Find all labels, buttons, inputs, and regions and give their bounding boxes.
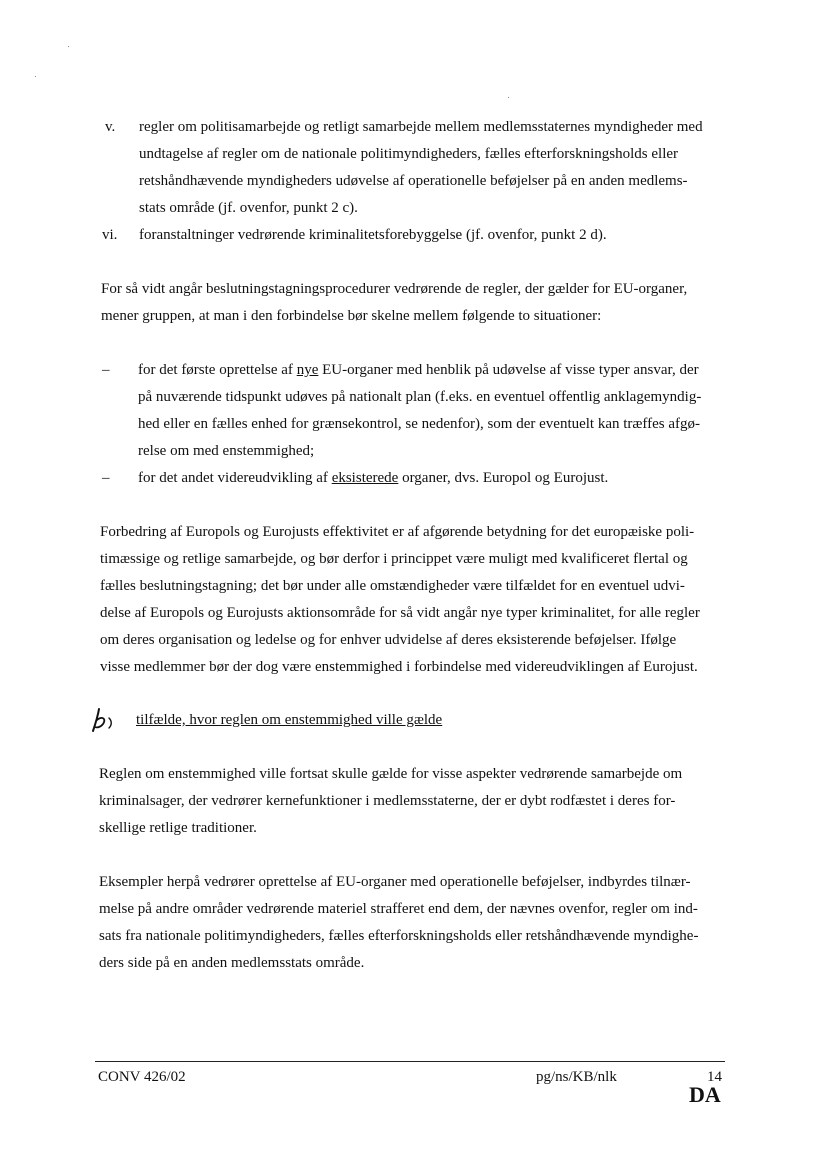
- list-marker-vi: vi.: [102, 227, 118, 243]
- paragraph-line: fælles beslutningstagning; det bør under alle omstændigheder være tilfældet for en eventuel udvi-: [100, 578, 685, 594]
- footer-initials: pg/ns/KB/nlk: [536, 1069, 617, 1085]
- scan-speck: [68, 46, 69, 47]
- paragraph-line: Reglen om enstemmighed ville fortsat skulle gælde for visse aspekter vedrørende samarbejde om: [99, 766, 683, 782]
- dash-item-line: relse om med enstemmighed;: [138, 443, 315, 459]
- list-item-v-line: retshåndhævende myndigheders udøvelse af operationelle beføjelser på en anden medlems-: [139, 173, 688, 189]
- underlined-word-nye: nye: [296, 362, 319, 378]
- paragraph-line: Eksempler herpå vedrører oprettelse af EU-organer med operationelle beføjelser, indbyrdes tilnær-: [99, 874, 691, 890]
- paragraph-line: visse medlemmer bør der dog være enstemmighed i forbindelse med videreudviklingen af Eurojust.: [100, 659, 698, 675]
- paragraph-line: Forbedring af Europols og Eurojusts effektivitet er af afgørende betydning for det europæiske poli-: [100, 524, 695, 540]
- paragraph-line: delse af Europols og Eurojusts aktionsområde for så vidt angår nye typer kriminalitet, for alle regler: [100, 605, 700, 621]
- footer-page-number: 14: [707, 1069, 722, 1085]
- section-heading: tilfælde, hvor reglen om enstemmighed ville gælde: [136, 712, 443, 728]
- paragraph-line: ders side på en anden medlemsstats område.: [99, 955, 365, 971]
- scan-speck: [35, 76, 36, 77]
- list-marker-v: v.: [105, 119, 116, 135]
- paragraph-line: melse på andre områder vedrørende materiel strafferet end dem, der nævnes ovenfor, regler om ind-: [99, 901, 698, 917]
- paragraph-line: mener gruppen, at man i den forbindelse bør skelne mellem følgende to situationer:: [101, 308, 602, 324]
- handwritten-b-marker-icon: [90, 706, 116, 734]
- dash-item-line: for det andet videreudvikling af eksisterede organer, dvs. Europol og Eurojust.: [138, 470, 609, 486]
- list-item-vi-line: foranstaltninger vedrørende kriminalitetsforebyggelse (jf. ovenfor, punkt 2 d).: [139, 227, 607, 243]
- scan-speck: [508, 97, 509, 98]
- dash-marker: –: [102, 362, 110, 378]
- footer-doc-ref: CONV 426/02: [98, 1069, 186, 1085]
- footer-language-code: DA: [689, 1082, 721, 1107]
- paragraph-line: skellige retlige traditioner.: [99, 820, 257, 836]
- underlined-word-eksisterede: eksisterede: [331, 470, 399, 486]
- paragraph-line: sats fra nationale politimyndigheders, fælles efterforskningsholds eller retshåndhævende myndighe-: [99, 928, 699, 944]
- paragraph-line: timæssige og retlige samarbejde, og bør derfor i princippet være muligt med kvalificeret flertal og: [100, 551, 688, 567]
- paragraph-line: For så vidt angår beslutningstagningsprocedurer vedrørende de regler, der gælder for EU-organer,: [101, 281, 688, 297]
- list-item-v-line: regler om politisamarbejde og retligt samarbejde mellem medlemsstaternes myndigheder med: [139, 119, 703, 135]
- dash-item-line: for det første oprettelse af nye EU-organer med henblik på udøvelse af visse typer ansvar, der: [138, 362, 699, 378]
- dash-item-line: på nuværende tidspunkt udøves på nationalt plan (f.eks. en eventuel offentlig anklagemyndig-: [138, 389, 702, 405]
- list-item-v-line: stats område (jf. ovenfor, punkt 2 c).: [139, 200, 358, 216]
- paragraph-line: kriminalsager, der vedrører kernefunktioner i medlemsstaterne, der er dybt rodfæstet i deres for-: [99, 793, 676, 809]
- footer-divider: [95, 1061, 725, 1062]
- list-item-v-line: undtagelse af regler om de nationale politimyndigheders, fælles efterforskningsholds eller: [139, 146, 679, 162]
- paragraph-line: om deres organisation og ledelse og for enhver udvidelse af deres eksisterende beføjelser. Ifølge: [100, 632, 677, 648]
- dash-marker: –: [102, 470, 110, 486]
- dash-item-line: hed eller en fælles enhed for grænsekontrol, se nedenfor), som der eventuelt kan træffes afgø-: [138, 416, 701, 432]
